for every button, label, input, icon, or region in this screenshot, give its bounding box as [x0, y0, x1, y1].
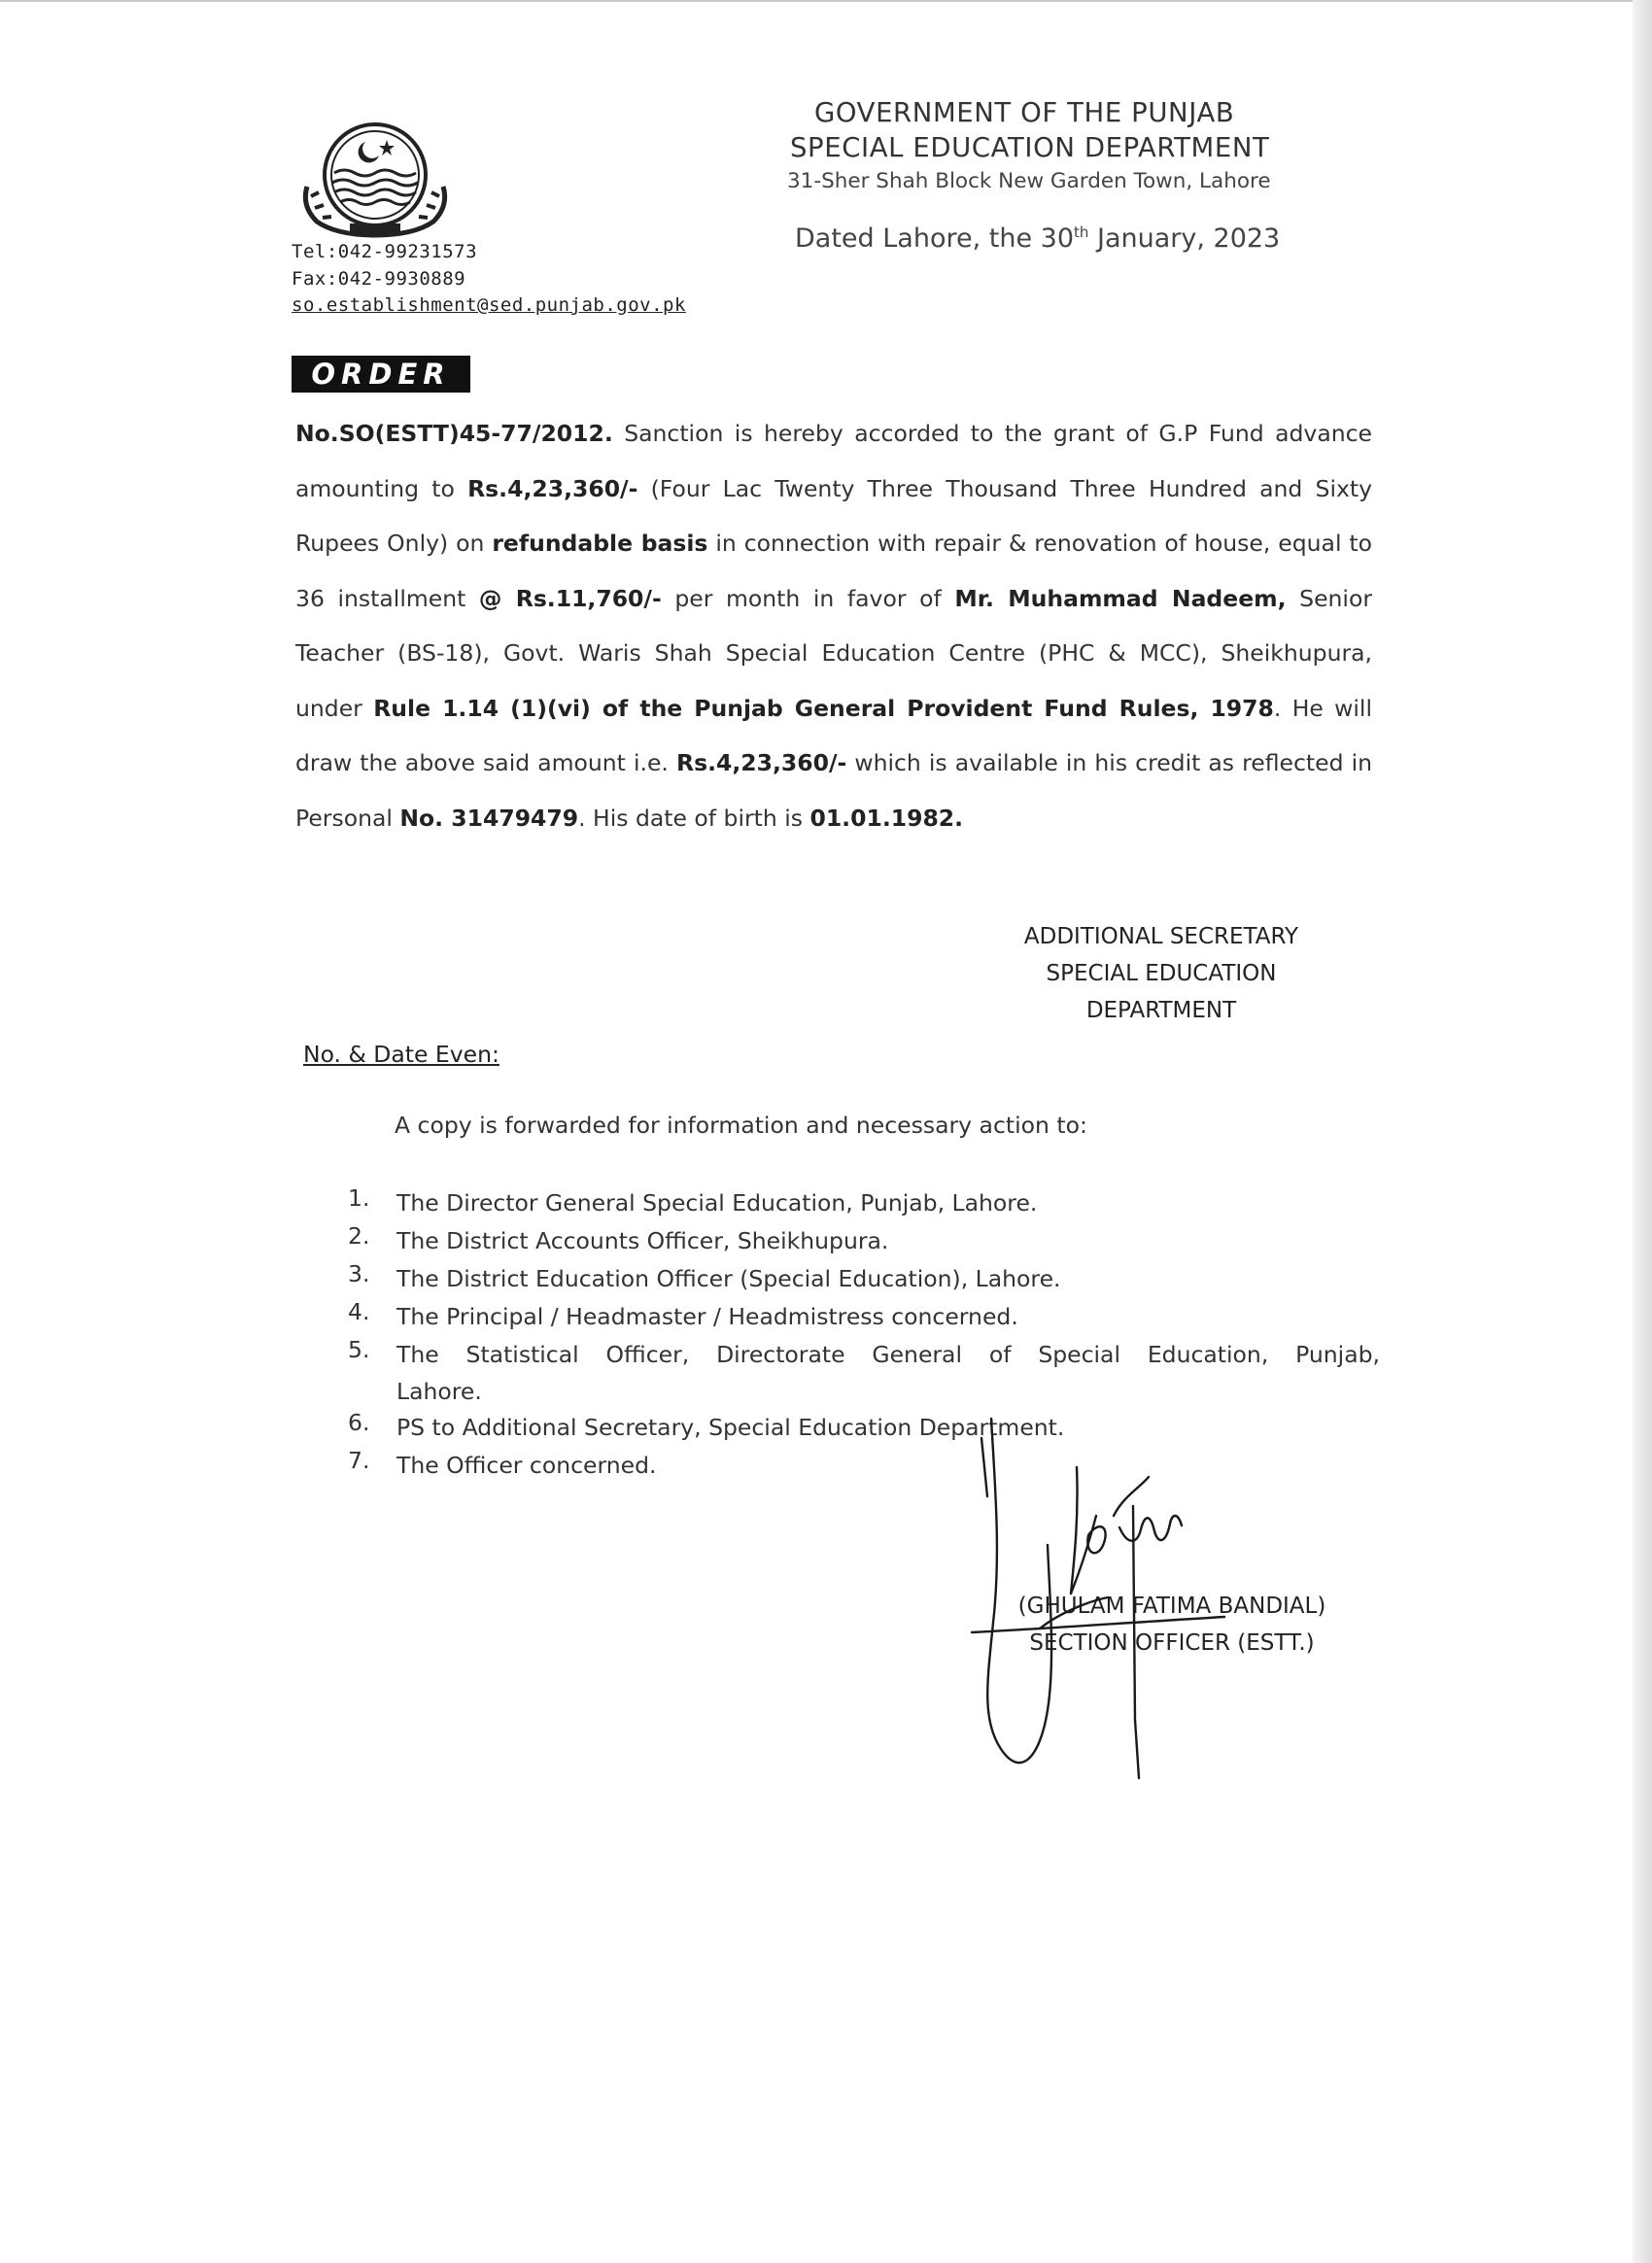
- additional-secretary-line2: SPECIAL EDUCATION: [1046, 961, 1277, 986]
- order-amount-2: Rs.4,23,360/-: [675, 749, 847, 776]
- list-item-number: 1.: [348, 1184, 370, 1212]
- list-item-number: 6.: [348, 1409, 370, 1436]
- additional-secretary-line1: ADDITIONAL SECRETARY: [1023, 924, 1299, 949]
- section-officer-name: (GHULAM FATIMA BANDIAL): [1017, 1594, 1326, 1619]
- order-rule: Rule 1.14 (1)(vi) of the Punjab General Provident Fund Rules, 1978: [373, 694, 1274, 722]
- additional-secretary-block: [972, 918, 1351, 1029]
- copy-ref: No. & Date Even:: [303, 1041, 499, 1068]
- order-ref-no: No.SO(ESTT)45-77/2012.: [295, 420, 613, 447]
- list-item-text: The District Education Officer (Special Education), Lahore.: [396, 1265, 1061, 1292]
- header-address: 31-Sher Shah Block New Garden Town, Lahore: [787, 169, 1271, 193]
- order-title-badge: ORDER: [292, 356, 470, 393]
- order-beneficiary-name: Mr. Muhammad Nadeem,: [954, 584, 1287, 612]
- order-dob: 01.01.1982.: [809, 804, 964, 832]
- list-item-text: PS to Additional Secretary, Special Education Department.: [396, 1414, 1065, 1441]
- order-amount: Rs.4,23,360/-: [467, 474, 638, 502]
- order-body: [295, 406, 1372, 845]
- section-officer-title: SECTION OFFICER (ESTT.): [1029, 1630, 1315, 1656]
- issue-date-prefix: Dated Lahore, the 30: [795, 223, 1075, 254]
- order-basis: refundable basis: [492, 530, 708, 557]
- list-item-text-continued: Lahore.: [396, 1378, 482, 1405]
- order-personal-no: No. 31479479: [399, 804, 579, 832]
- order-text-3: in connection with repair & renovation of house, equal to 36 installment: [295, 530, 1373, 612]
- contact-tel: Tel:042-99231573: [292, 241, 478, 262]
- additional-secretary-line3: DEPARTMENT: [1085, 998, 1237, 1023]
- order-text-7: which is available in his credit as reflected in Personal: [295, 749, 1372, 832]
- order-text-6: . He will draw the above said amount i.e.: [295, 694, 1372, 776]
- list-item-number: 3.: [348, 1260, 370, 1287]
- list-item-text: The Principal / Headmaster / Headmistress concerned.: [396, 1303, 1018, 1330]
- issue-date-sup: th: [1074, 223, 1089, 241]
- list-item-text: The Officer concerned.: [396, 1452, 657, 1479]
- copy-intro: A copy is forwarded for information and necessary action to:: [395, 1112, 1087, 1139]
- header-govt: GOVERNMENT OF THE PUNJAB: [814, 97, 1235, 128]
- handwritten-signature: [933, 1399, 1254, 1807]
- list-item-number: 5.: [348, 1336, 370, 1363]
- order-installment: @ Rs.11,760/-: [478, 584, 662, 612]
- contact-fax: Fax:042-9930889: [292, 268, 466, 290]
- punjab-govt-emblem-icon: [297, 119, 453, 243]
- list-item-text: The Director General Special Education, Punjab, Lahore.: [396, 1189, 1038, 1217]
- order-text-8: . His date of birth is: [578, 804, 810, 832]
- list-item-number: 7.: [348, 1447, 370, 1474]
- list-item-number: 4.: [348, 1298, 370, 1325]
- scan-edge-right: [1633, 0, 1652, 2263]
- list-item-text: The District Accounts Officer, Sheikhupura.: [396, 1227, 889, 1254]
- scan-edge-top: [0, 0, 1652, 2]
- order-text-2: (Four Lac Twenty Three Thousand Three Hundred and Sixty Rupees Only) on: [295, 474, 1373, 557]
- issue-date-suffix: January, 2023: [1088, 223, 1281, 254]
- order-text-1: Sanction is hereby accorded to the grant of G.P Fund advance amounting to: [295, 420, 1372, 502]
- contact-email[interactable]: so.establishment@sed.punjab.gov.pk: [292, 294, 686, 316]
- order-text-5: Senior Teacher (BS-18), Govt. Waris Shah Special Education Centre (PHC & MCC), Sheikhupura, under: [295, 584, 1372, 722]
- list-item-number: 2.: [348, 1222, 370, 1250]
- list-item-text: The Statistical Officer, Directorate General of Special Education, Punjab,: [396, 1341, 1380, 1368]
- header-department: SPECIAL EDUCATION DEPARTMENT: [790, 132, 1270, 163]
- order-text-4: per month in favor of: [661, 584, 955, 612]
- issue-date: [795, 223, 1280, 254]
